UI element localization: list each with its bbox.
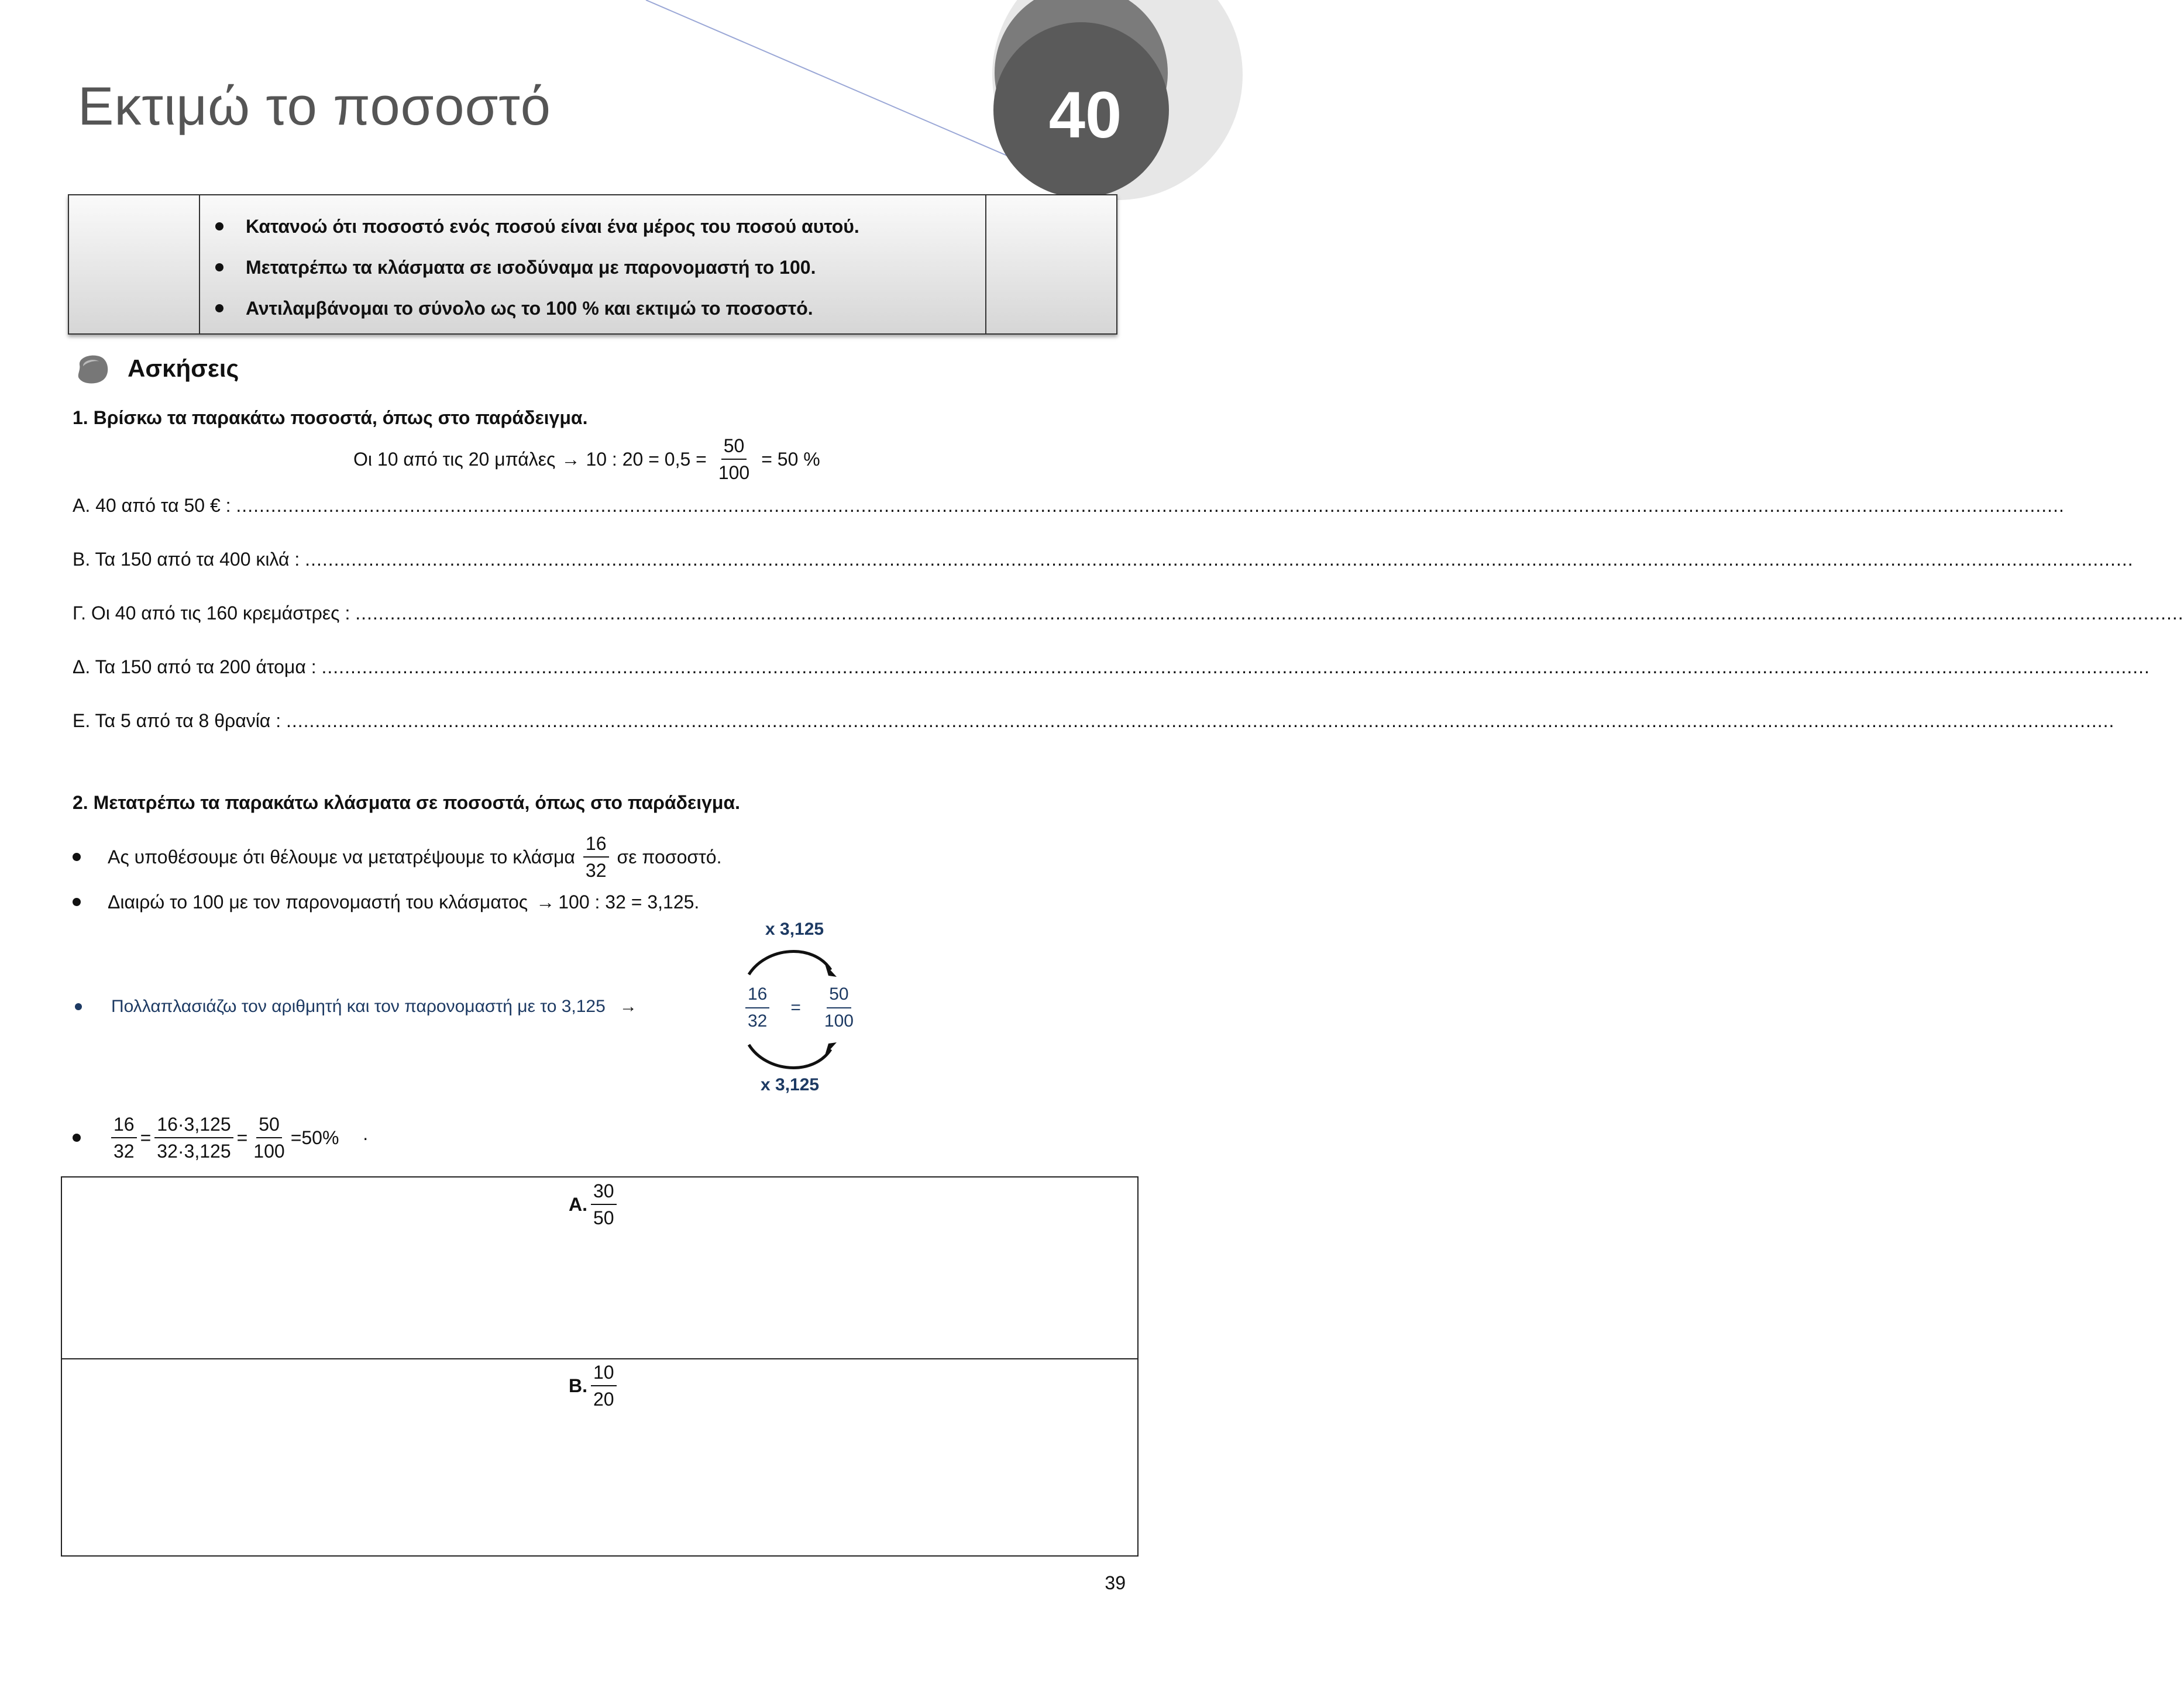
fraction: $\frac{16}{32}$ (745, 982, 769, 1034)
answer-dots[interactable]: ............................................................................................................................................................................................................................................................................................................................ (355, 602, 2184, 624)
exercise2-heading: 2. Μετατρέπω τα παρακάτω κλάσματα σε ποσοστά, όπως στο παράδειγμα. (73, 792, 741, 813)
exercise2-step4: $\frac{16}{32}$ = $\frac{16\cdot 3,125}{32\cdot 3,125}$ = $\frac{50}{100}$ =50% · (73, 1111, 369, 1164)
goals-box (68, 194, 1117, 335)
exercise1-item-a: Α. 40 από τα 50 € : ............................................................................................................................................................................................................................................................................................................................ (73, 495, 2065, 516)
arrow-icon: → (619, 997, 637, 1016)
example-fraction (716, 433, 752, 486)
answer-dots[interactable]: ............................................................................................................................................................................................................................................................................................................................ (305, 549, 2134, 570)
page-title: Εκτιμώ το ποσοστό (78, 77, 551, 136)
goals-right-cell (985, 195, 1116, 333)
example-lead: Οι 10 από τις 20 μπάλες (353, 449, 556, 470)
fraction-denominator: 100 (718, 462, 750, 483)
fraction: $\frac{16}{32}$ (583, 831, 609, 883)
exercise1-item-d: Δ. Τα 150 από τα 200 άτομα : ............................................................................................................................................................................................................................................................................................................................ (73, 656, 2150, 677)
scaled-fraction: $\frac{16}{32}$ = $\frac{50}{100}$ (742, 982, 859, 1034)
bullet-icon (73, 1134, 81, 1142)
example-calc: 10 : 20 = 0,5 = (586, 449, 707, 470)
fraction: $\frac{16\cdot 3,125}{32\cdot 3,125}$ (154, 1111, 233, 1164)
answer-dots[interactable]: ............................................................................................................................................................................................................................................................................................................................ (236, 495, 2065, 516)
fraction: $\frac{16}{32}$ (111, 1111, 137, 1164)
fraction: $\frac{50}{100}$ (822, 982, 856, 1034)
arrow-icon: → (561, 449, 580, 470)
bullet-icon (215, 304, 223, 312)
section-title: Ασκήσεις (128, 354, 239, 382)
exercise2-step2: Διαιρώ το 100 με τον παρονομαστή του κλάσματος → 100 : 32 = 3,125. (73, 890, 699, 914)
answer-item-b[interactable]: Β. $\frac{10}{20}$ (569, 1359, 620, 1412)
goals-list (209, 206, 859, 329)
exercise1-item-b: Β. Τα 150 από τα 400 κιλά : ............................................................................................................................................................................................................................................................................................................................ (73, 549, 2134, 570)
goals-left-cell (69, 195, 200, 333)
multiply-label-top: x 3,125 (765, 920, 824, 939)
exercise1-item-c: Γ. Οι 40 από τις 160 κρεμάστρες : ............................................................................................................................................................................................................................................................................................................................ (73, 602, 2184, 624)
bullet-icon (215, 263, 223, 271)
curved-arrow-bottom-icon (743, 1041, 842, 1079)
fraction: $\frac{30}{50}$ (591, 1178, 617, 1231)
goal-item: Μετατρέπω τα κλάσματα σε ισοδύναμα με παρονομαστή το 100. (209, 247, 859, 288)
curved-arrow-top-icon (743, 941, 842, 978)
fraction-numerator: 50 (721, 433, 747, 460)
bullet-icon (215, 222, 223, 230)
exercise1-item-e: Ε. Τα 5 από τα 8 θρανία : ............................................................................................................................................................................................................................................................................................................................ (73, 710, 2115, 731)
fraction: $\frac{10}{20}$ (591, 1359, 617, 1412)
goal-item: Αντιλαμβάνομαι το σύνολο ως το 100 % και εκτιμώ το ποσοστό. (209, 288, 859, 329)
bullet-icon (73, 898, 81, 906)
exercise2-step3: Πολλαπλασιάζω τον αριθμητή και τον παρονομαστή με το 3,125 → (73, 997, 637, 1017)
multiply-label-bottom: x 3,125 (761, 1075, 820, 1094)
exercise1-example (353, 433, 820, 486)
lesson-number: 40 (1048, 78, 1122, 152)
blob-icon (75, 353, 110, 385)
bullet-icon (73, 853, 81, 861)
answer-dots[interactable]: ............................................................................................................................................................................................................................................................................................................................ (321, 656, 2150, 677)
bullet-icon (75, 1003, 82, 1010)
exercise1-heading: 1. Βρίσκω τα παρακάτω ποσοστά, όπως στο παράδειγμα. (73, 407, 588, 428)
fraction: $\frac{50}{100}$ (251, 1111, 287, 1164)
goal-item: Κατανοώ ότι ποσοστό ενός ποσού είναι ένα μέρος του ποσού αυτού. (209, 206, 859, 247)
answer-dots[interactable]: ............................................................................................................................................................................................................................................................................................................................ (286, 710, 2115, 731)
example-result: = 50 % (761, 449, 820, 470)
answer-item-a[interactable]: Α. $\frac{30}{50}$ (569, 1178, 620, 1231)
exercise2-step1: Ας υποθέσουμε ότι θέλουμε να μετατρέψουμε το κλάσμα $\frac{16}{32}$ σε ποσοστό. (73, 831, 721, 883)
page-number: 39 (1105, 1572, 1126, 1593)
arrow-icon: → (536, 891, 555, 913)
